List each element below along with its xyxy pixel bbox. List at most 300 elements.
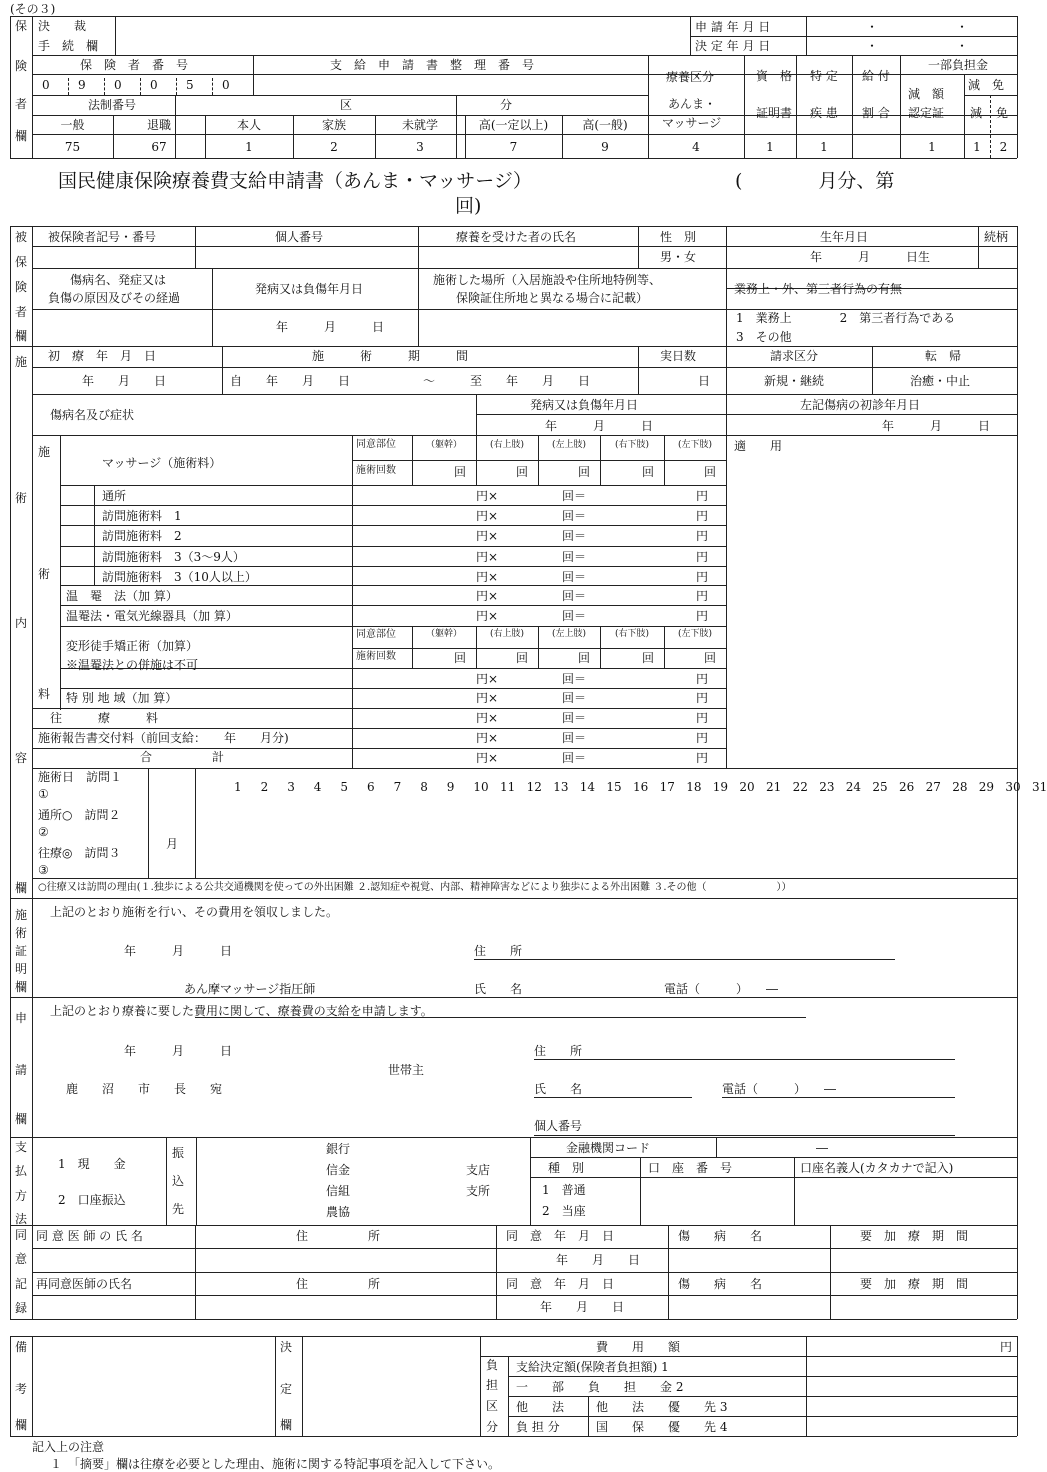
body-part-label: (左上肢)	[551, 440, 587, 450]
rule-line	[872, 346, 873, 394]
branch-label: 支店	[466, 1163, 491, 1177]
rule-line	[10, 898, 11, 997]
body-part-label: (左下肢)	[677, 629, 713, 639]
yen-unit: 円	[696, 529, 709, 543]
rule-line	[508, 1356, 509, 1436]
cert-side-char: 術	[15, 926, 28, 940]
place-field[interactable]	[418, 309, 726, 346]
retreatment-period-label: 要 加 療 期 間	[860, 1277, 969, 1291]
code-value: 4	[692, 140, 700, 154]
rule-line	[32, 708, 726, 709]
total-label: 合 計	[140, 750, 225, 764]
apply-date: 年 月 日	[124, 1044, 233, 1058]
rule-line	[1017, 226, 1018, 346]
first-visit-label: 初 療 年 月 日	[48, 349, 157, 363]
yen-unit: 円	[696, 711, 709, 725]
bank-type-label: 信組	[326, 1184, 351, 1198]
work-option-3: 3 その他	[736, 330, 792, 344]
actual-days-label: 実日数	[660, 349, 697, 363]
rule-line	[1017, 346, 1018, 898]
cert-name-label: 氏 名	[474, 982, 523, 996]
account-holder-field[interactable]	[794, 1177, 1017, 1225]
rule-line	[1017, 997, 1018, 1137]
times-equals: 回＝	[562, 751, 587, 765]
decision-side-char: 定	[280, 1382, 293, 1396]
patient-name-label: 療養を受けた者の氏名	[456, 230, 577, 244]
copay-label: 一部負担金	[928, 58, 989, 72]
rule-line	[195, 1225, 196, 1319]
first-visit-value: 年 月 日	[82, 374, 167, 388]
code-value: 9	[601, 140, 609, 154]
times-equals: 回＝	[562, 609, 587, 623]
times-equals: 回＝	[562, 691, 587, 705]
fee-item-label: 温罨法・電気光線器具（加 算）	[66, 609, 238, 623]
onset-date-label: 発病又は負傷年月日	[255, 282, 364, 296]
insured-number-label: 被保険者記号・番号	[48, 230, 157, 244]
day-number: 5	[340, 780, 349, 794]
law-column-label: 一般	[60, 118, 85, 132]
rule-line	[60, 626, 726, 627]
birthdate-value: 年 月 日生	[810, 250, 931, 264]
count-unit: 回	[578, 465, 591, 479]
rule-line	[726, 346, 727, 394]
remarks-box[interactable]	[32, 1336, 275, 1436]
remarks-side-char: 備	[15, 1340, 28, 1354]
reconsent-date-value: 年 月 日	[540, 1300, 625, 1314]
bank-type-label: 信金	[326, 1163, 351, 1177]
rule-line	[60, 585, 726, 586]
day-number: 17	[659, 780, 675, 794]
rule-line	[1017, 1336, 1018, 1436]
cost-label: 費 用 額	[596, 1340, 681, 1354]
code-value: 1	[766, 140, 774, 154]
count-unit: 回	[704, 465, 717, 479]
payment-side-char: 法	[15, 1212, 28, 1226]
yen-unit: 円	[696, 489, 709, 503]
yen-times: 円×	[476, 672, 499, 686]
deform-correction-note: ※温罨法との併施は不可	[66, 658, 199, 672]
cert-address-field	[474, 959, 895, 960]
count-unit: 回	[454, 651, 467, 665]
rule-line	[60, 585, 94, 586]
first-visit-value: 年 月 日	[882, 419, 991, 433]
cash-option: 1 現 金	[58, 1157, 126, 1171]
rule-line	[530, 1137, 531, 1225]
digit-divider	[176, 78, 177, 95]
body-part-label: （躯幹）	[425, 440, 462, 450]
rule-line	[32, 1137, 33, 1225]
rule-line	[352, 460, 726, 461]
payment-side-char: 払	[15, 1164, 28, 1178]
code-value: 1	[973, 140, 981, 154]
rule-line	[212, 268, 213, 346]
cert-address-label: 住 所	[474, 944, 523, 958]
bun-label: 分	[500, 98, 513, 112]
remarks-side-char: 欄	[15, 1418, 28, 1432]
patient-name-field[interactable]	[418, 246, 638, 268]
cert-side-char: 証	[15, 944, 28, 958]
day-legend: ②	[38, 825, 49, 839]
disease-label: 疾 患	[810, 106, 838, 120]
rule-line	[508, 1376, 1017, 1377]
massage-fee-label: マッサージ（施術料）	[102, 456, 222, 470]
disease-field[interactable]	[32, 394, 476, 435]
day-number: 2	[260, 780, 269, 794]
payment-side-char: 方	[15, 1189, 28, 1203]
burden-side-char: 区	[486, 1399, 499, 1413]
day-number: 20	[739, 780, 755, 794]
rule-line	[32, 898, 33, 997]
digit-divider	[140, 78, 141, 95]
doctor-name-label: 同 意 医 師 の 氏 名	[36, 1229, 143, 1243]
code-value: 75	[64, 140, 81, 154]
rule-line	[10, 1137, 1017, 1138]
note-1: １ 「摘要」欄は往療を必要とした理由、施術に関する特記事項を記入して下さい。	[50, 1457, 501, 1471]
day-legend: ③	[38, 863, 49, 877]
yen-unit: 円	[696, 731, 709, 745]
day-number: 22	[792, 780, 808, 794]
law-column-label: 退職	[146, 118, 171, 132]
rule-line	[32, 1272, 1017, 1273]
rule-line	[60, 525, 726, 526]
account-number-field[interactable]	[640, 1177, 794, 1225]
day-number: 7	[393, 780, 402, 794]
burden-row-1: 支給決定額(保険者負担額) 1	[516, 1360, 669, 1374]
patient-side-char: 欄	[15, 329, 28, 343]
body-part-label: (右上肢)	[489, 629, 525, 639]
code-value: 2	[999, 140, 1008, 154]
day-number: 21	[766, 780, 782, 794]
yen-unit: 円	[696, 672, 709, 686]
apply-phone-field	[722, 1097, 955, 1098]
yen-unit: 円	[696, 589, 709, 603]
treatment-side-char: 術	[15, 491, 28, 505]
benefit-label: 給 付	[862, 69, 890, 83]
yen-unit: 円	[696, 509, 709, 523]
transfer-side-char: 込	[172, 1174, 185, 1188]
rule-line	[32, 268, 1017, 269]
relation-label: 続柄	[984, 230, 1009, 244]
rule-line	[32, 1295, 1017, 1296]
onset-date-label: 発病又は負傷年月日	[530, 398, 639, 412]
account-holder-label: 口座名義人(カタカナで記入)	[800, 1161, 954, 1175]
burden-row-3a: 他 法	[516, 1400, 565, 1414]
consent-side-char: 記	[15, 1277, 28, 1291]
sex-value: 男・女	[660, 250, 697, 264]
times-equals: 回＝	[562, 589, 587, 603]
insurer-number-digit: 0	[42, 78, 50, 92]
ratio-label: 割 合	[862, 106, 890, 120]
fee-side-char: 術	[38, 567, 51, 581]
fee-item-label: 訪問施術料 3（3～9人）	[102, 550, 245, 564]
times-equals: 回＝	[562, 509, 587, 523]
day-number: 8	[420, 780, 428, 794]
bank-type-label: 銀行	[326, 1142, 351, 1156]
rule-line	[32, 16, 33, 158]
special-area-label: 特 別 地 域（加 算）	[66, 691, 178, 705]
work-label: 業務上・外、第三者行為の有無	[734, 282, 903, 296]
rule-line	[10, 346, 11, 898]
rule-line	[32, 95, 648, 96]
apply-name-field	[534, 1097, 692, 1098]
rule-line	[10, 158, 1017, 159]
apply-address-field	[534, 1059, 955, 1060]
day-number: 6	[367, 780, 375, 794]
decision-side-char: 決	[280, 1340, 293, 1354]
rule-line	[10, 346, 1017, 347]
count-unit: 回	[516, 465, 529, 479]
decision-label: 決 裁	[38, 19, 87, 33]
rule-line	[10, 1319, 1017, 1320]
day-number: 29	[978, 780, 995, 794]
apply-name-label: 氏 名	[534, 1082, 583, 1096]
decide-date-field[interactable]	[806, 36, 1017, 55]
personal-number-label: 個人番号	[275, 230, 324, 244]
times-equals: 回＝	[562, 672, 587, 686]
day-number: 1	[234, 780, 242, 794]
digit-divider	[68, 78, 69, 95]
cert-side-char: 明	[15, 962, 28, 976]
law-column-label: 高(一般)	[582, 118, 628, 132]
treatment-period-need-label: 要 加 療 期 間	[860, 1229, 969, 1243]
rule-line	[638, 346, 639, 394]
treatment-days-field[interactable]	[195, 806, 1017, 878]
burden-row-3b: 他 法 優 先 3	[596, 1400, 728, 1414]
cert-date: 年 月 日	[124, 944, 233, 958]
yen-times: 円×	[476, 489, 499, 503]
rule-line	[275, 1336, 276, 1436]
digit-divider	[212, 78, 213, 95]
fee-item-label: 通所	[102, 489, 127, 503]
decision-side-char: 欄	[280, 1418, 293, 1432]
certificate-label: 証明書	[756, 106, 793, 120]
patient-side-char: 保	[15, 255, 28, 269]
cert-side-char: 欄	[15, 980, 28, 994]
apply-date-field[interactable]	[806, 16, 1017, 36]
yen-times: 円×	[476, 509, 499, 523]
rule-line	[148, 768, 149, 878]
count-unit: 回	[642, 465, 655, 479]
times-equals: 回＝	[562, 570, 587, 584]
law-column-label: 高(一定以上)	[478, 118, 549, 132]
rule-line	[32, 748, 726, 749]
patient-side-char: 険	[15, 280, 28, 294]
day-number: 23	[819, 780, 835, 794]
rule-line	[496, 1225, 497, 1319]
householder-label: 世帯主	[388, 1063, 425, 1077]
code-value: 1	[245, 140, 253, 154]
count-unit: 回	[454, 465, 467, 479]
rule-line	[476, 394, 477, 435]
rule-line	[10, 1137, 11, 1225]
consent-date-label: 同 意 年 月 日	[506, 1229, 615, 1243]
rule-line	[10, 1225, 1017, 1226]
claim-type-label: 請求区分	[770, 349, 819, 363]
times-equals: 回＝	[562, 550, 587, 564]
rule-line	[60, 505, 726, 506]
treatment-count-label: 施術回数	[356, 651, 396, 662]
first-visit-date-label: 左記傷病の初診年月日	[800, 398, 921, 412]
cert-phone-label: 電話（ ） ―	[664, 982, 779, 996]
rule-line	[1017, 1225, 1018, 1319]
claim-type-value: 新規・継続	[764, 374, 825, 388]
digit-divider	[104, 78, 105, 95]
code-value: 3	[416, 140, 424, 154]
reduction-exemption-label: 減 免	[968, 78, 1005, 92]
insurer-number-digit: 0	[150, 78, 158, 92]
deform-correction-label: 変形徒手矯正術（加算）	[66, 639, 199, 653]
remarks-field[interactable]	[726, 435, 1017, 768]
consent-disease-label: 傷 病 名	[678, 1229, 763, 1243]
cost-unit: 円	[1000, 1340, 1013, 1354]
rule-line	[588, 1396, 589, 1436]
insurer-number-digit: 0	[222, 78, 230, 92]
day-legend: 施術日 訪問１	[38, 770, 123, 784]
law-column-label: 本人	[236, 118, 261, 132]
day-number: 28	[952, 780, 968, 794]
treatment-side-char: 施	[15, 355, 28, 369]
procedure-label: 手 続 欄	[38, 39, 99, 53]
redoctor-name-label: 再同意医師の氏名	[36, 1277, 133, 1291]
day-number: 27	[925, 780, 941, 794]
cert-text: 上記のとおり施術を行い、その費用を領収しました。	[50, 905, 339, 919]
bank-name-field[interactable]	[196, 1137, 326, 1225]
rule-line	[352, 648, 726, 649]
code-value: 1	[820, 140, 828, 154]
redoctor-address-label: 住 所	[296, 1277, 381, 1291]
treatment-side-char: 容	[15, 751, 28, 765]
day-number: 3	[287, 780, 295, 794]
insured-number-field[interactable]	[32, 246, 195, 268]
rule-line	[716, 1137, 717, 1157]
title-times: 回)	[455, 195, 482, 217]
personal-number-field[interactable]	[195, 246, 418, 268]
anma-label: あんま・	[668, 97, 717, 111]
house-call-reason: ○往療又は訪問の理由(１.独歩による公共交通機関を使っての外出困難 ２.認知症や視覚、内部、精神障害などにより独歩による外出困難 ３.その他（ ））	[38, 882, 792, 893]
cert-phone-field	[664, 997, 895, 998]
yen-times: 円×	[476, 609, 499, 623]
fee-item-label: 訪問施術料 1	[102, 509, 182, 523]
rule-line	[60, 605, 726, 606]
day-number: 14	[579, 780, 596, 794]
reduction-label: 減 額	[908, 87, 945, 101]
days-unit: 日	[698, 374, 711, 388]
law-number-label: 法制番号	[88, 98, 137, 112]
claim-number-field[interactable]	[253, 74, 648, 95]
rule-line	[32, 134, 1017, 135]
disease-label: 傷病名及び症状	[50, 408, 135, 422]
decide-date-label: 決 定 年 月 日	[695, 39, 771, 53]
rule-line	[60, 688, 726, 689]
dot: ・	[956, 20, 969, 34]
fee-side-char: 料	[38, 687, 51, 701]
rule-line	[726, 226, 727, 346]
consent-side-char: 同	[15, 1228, 28, 1242]
burden-side-char: 担	[486, 1378, 499, 1392]
rule-line	[508, 1416, 1017, 1417]
transfer-side-char: 先	[172, 1202, 185, 1216]
insurer-number-digit: 9	[78, 78, 86, 92]
rule-line	[32, 768, 1017, 769]
times-equals: 回＝	[562, 489, 587, 503]
day-number: 9	[446, 780, 455, 794]
law-column-label: 未就学	[401, 118, 438, 132]
work-option-1: 1 業務上 2 第三者行為である	[736, 311, 956, 325]
day-number: 25	[872, 780, 888, 794]
rule-line	[10, 1436, 1017, 1437]
day-number: 11	[500, 780, 516, 794]
burden-side-char: 分	[486, 1420, 499, 1434]
rule-line	[508, 1396, 1017, 1397]
page-label: (その３)	[10, 2, 56, 16]
birthdate-label: 生年月日	[820, 230, 869, 244]
exemption-label: 免	[996, 106, 1009, 120]
day-number: 13	[553, 780, 569, 794]
consent-date-value: 年 月 日	[556, 1253, 641, 1267]
specified-label: 特 定	[810, 69, 838, 83]
day-legend: ①	[38, 787, 49, 801]
practitioner-label: あん摩マッサージ指圧師	[184, 982, 316, 996]
count-unit: 回	[642, 651, 655, 665]
onset-date-value: 年 月 日	[276, 320, 385, 334]
rule-line	[32, 997, 33, 1137]
apply-personal-number-field	[534, 1135, 955, 1136]
account-number-label: 口 座 番 号	[648, 1161, 733, 1175]
insurer-number-digit: 0	[114, 78, 122, 92]
body-part-label: (左上肢)	[551, 629, 587, 639]
rule-line	[94, 485, 95, 585]
apply-side-char: 申	[15, 1011, 28, 1025]
apply-address-label: 住 所	[534, 1044, 583, 1058]
rule-line	[10, 898, 1017, 899]
yen-unit: 円	[696, 751, 709, 765]
yen-times: 円×	[476, 711, 499, 725]
rule-line	[480, 1336, 481, 1436]
day-number: 30	[1005, 780, 1021, 794]
remarks-label: 適 用	[734, 439, 783, 453]
day-number: 16	[633, 780, 649, 794]
apply-side-char: 請	[15, 1063, 28, 1077]
fee-item-label: 温 罨 法（加 算）	[66, 589, 178, 603]
branch-office-label: 支所	[466, 1184, 491, 1198]
insurer-side-char: 欄	[15, 129, 28, 143]
treatment-side-char: 内	[15, 616, 28, 630]
decision-field[interactable]	[115, 16, 690, 55]
rule-line	[10, 997, 11, 1137]
yen-times: 円×	[476, 550, 499, 564]
reduction-label: 減	[970, 106, 983, 120]
outcome-value: 治癒・中止	[910, 374, 971, 388]
rule-line	[476, 414, 1017, 415]
category-label: 区	[340, 98, 353, 112]
relation-field[interactable]	[978, 246, 1017, 268]
decision-box[interactable]	[302, 1336, 480, 1436]
rule-line	[806, 1336, 807, 1436]
report-fee-label: 施術報告書交付料（前回支給： 年 月分)	[38, 731, 289, 745]
insurer-number-digit: 5	[186, 78, 194, 92]
rule-line	[900, 74, 1017, 75]
apply-personal-number-label: 個人番号	[534, 1119, 583, 1133]
burden-row-2: 一 部 負 担 金 2	[516, 1380, 684, 1394]
rule-line	[32, 878, 1017, 879]
burden-row-4a: 負 担 分	[516, 1420, 560, 1434]
rule-line	[10, 1225, 11, 1319]
rule-line	[726, 394, 727, 435]
times-equals: 回＝	[562, 529, 587, 543]
treatment-side-char: 欄	[15, 881, 28, 895]
cause-field[interactable]	[32, 309, 212, 346]
reduction-cert-label: 認定証	[908, 106, 945, 120]
